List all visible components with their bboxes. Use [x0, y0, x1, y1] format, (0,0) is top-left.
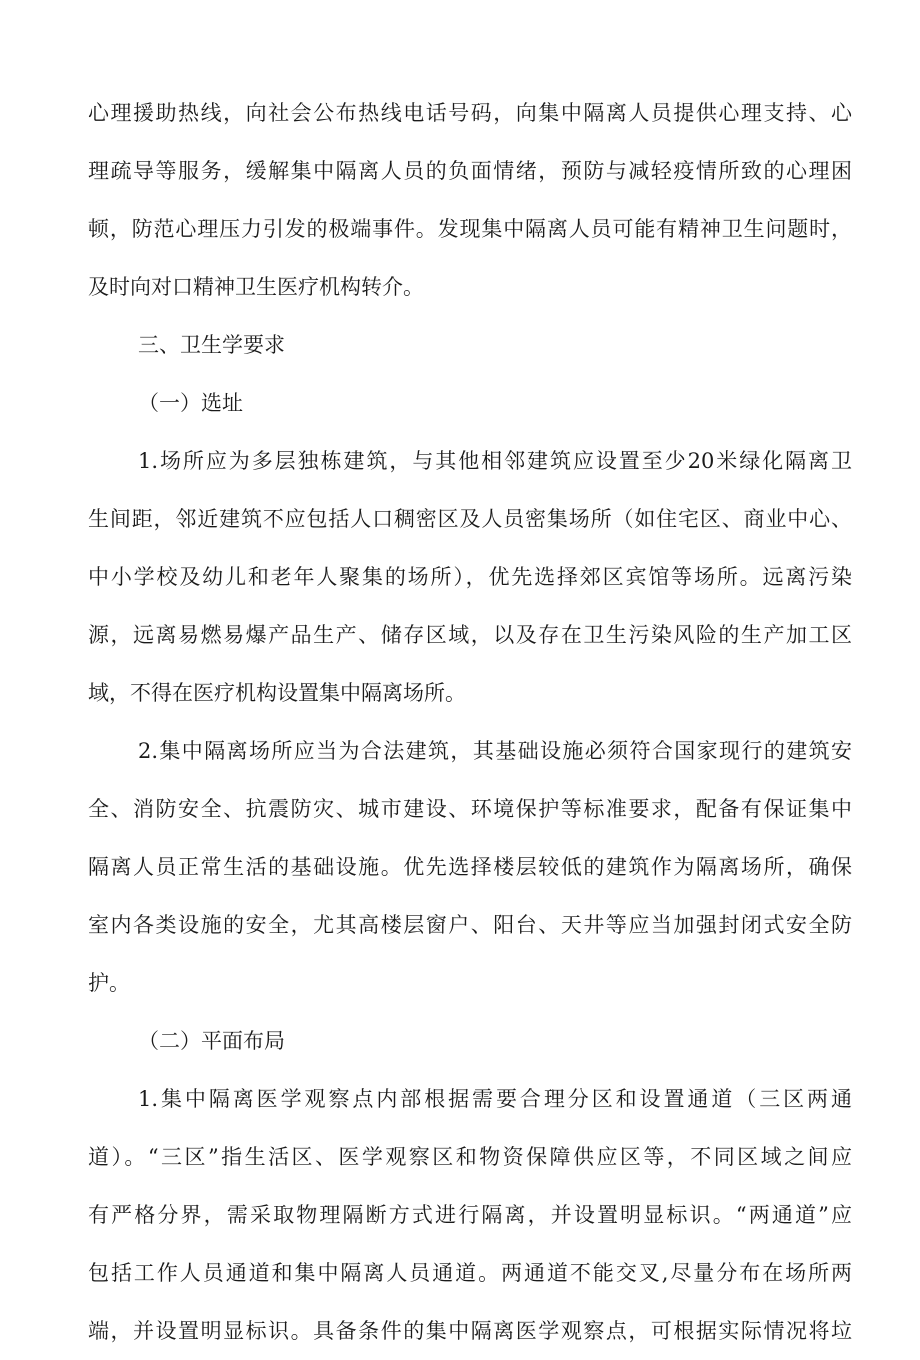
text-line: 全、消防安全、抗震防灾、城市建设、环境保护等标准要求，配备有保证集中 — [88, 797, 852, 821]
text-line: 隔离人员正常生活的基础设施。优先选择楼层较低的建筑作为隔离场所，确保 — [88, 855, 852, 879]
text-line: 顿，防范心理压力引发的极端事件。发现集中隔离人员可能有精神卫生问题时， — [88, 217, 852, 241]
paragraph-hotline — [88, 84, 852, 316]
text-line: 心理援助热线，向社会公布热线电话号码，向集中隔离人员提供心理支持、心 — [88, 101, 852, 125]
text-line: 1.场所应为多层独栋建筑，与其他相邻建筑应设置至少20米绿化隔离卫 — [138, 449, 852, 473]
subsection-heading-site — [88, 374, 852, 432]
text-line: 中小学校及幼儿和老年人聚集的场所），优先选择郊区宾馆等场所。远离污染 — [88, 565, 852, 589]
text-line: 室内各类设施的安全，尤其高楼层窗户、阳台、天井等应当加强封闭式安全防 — [88, 913, 852, 937]
text-line: 1.集中隔离医学观察点内部根据需要合理分区和设置通道（三区两通 — [138, 1087, 852, 1111]
text-line: 道）。“三区”指生活区、医学观察区和物资保障供应区等，不同区域之间应 — [88, 1145, 852, 1169]
document-page — [88, 84, 852, 1360]
subsection-heading-layout — [88, 1012, 852, 1070]
text-line: 有严格分界，需采取物理隔断方式进行隔离，并设置明显标识。“两通道”应 — [88, 1203, 852, 1227]
text-line: 及时向对口精神卫生医疗机构转介。 — [88, 275, 424, 299]
heading-text: （二）平面布局 — [138, 1029, 285, 1053]
text-line: 生间距，邻近建筑不应包括人口稠密区及人员密集场所（如住宅区、商业中心、 — [88, 507, 852, 531]
paragraph-site-1 — [88, 432, 852, 722]
text-line: 源，远离易燃易爆产品生产、储存区域，以及存在卫生污染风险的生产加工区 — [88, 623, 852, 647]
text-line: 包括工作人员通道和集中隔离人员通道。两通道不能交叉,尽量分布在场所两 — [88, 1261, 852, 1285]
text-line: 域，不得在医疗机构设置集中隔离场所。 — [88, 681, 466, 705]
section-heading-hygiene — [88, 316, 852, 374]
text-line: 护。 — [88, 971, 130, 995]
text-line: 2.集中隔离场所应当为合法建筑，其基础设施必须符合国家现行的建筑安 — [138, 739, 852, 763]
text-line: 端，并设置明显标识。具备条件的集中隔离医学观察点，可根据实际情况将垃 — [88, 1319, 852, 1343]
paragraph-layout-1 — [88, 1070, 852, 1360]
text-line: 理疏导等服务，缓解集中隔离人员的负面情绪，预防与减轻疫情所致的心理困 — [88, 159, 852, 183]
paragraph-site-2 — [88, 722, 852, 1012]
heading-text: 三、卫生学要求 — [138, 333, 285, 357]
heading-text: （一）选址 — [138, 391, 243, 415]
